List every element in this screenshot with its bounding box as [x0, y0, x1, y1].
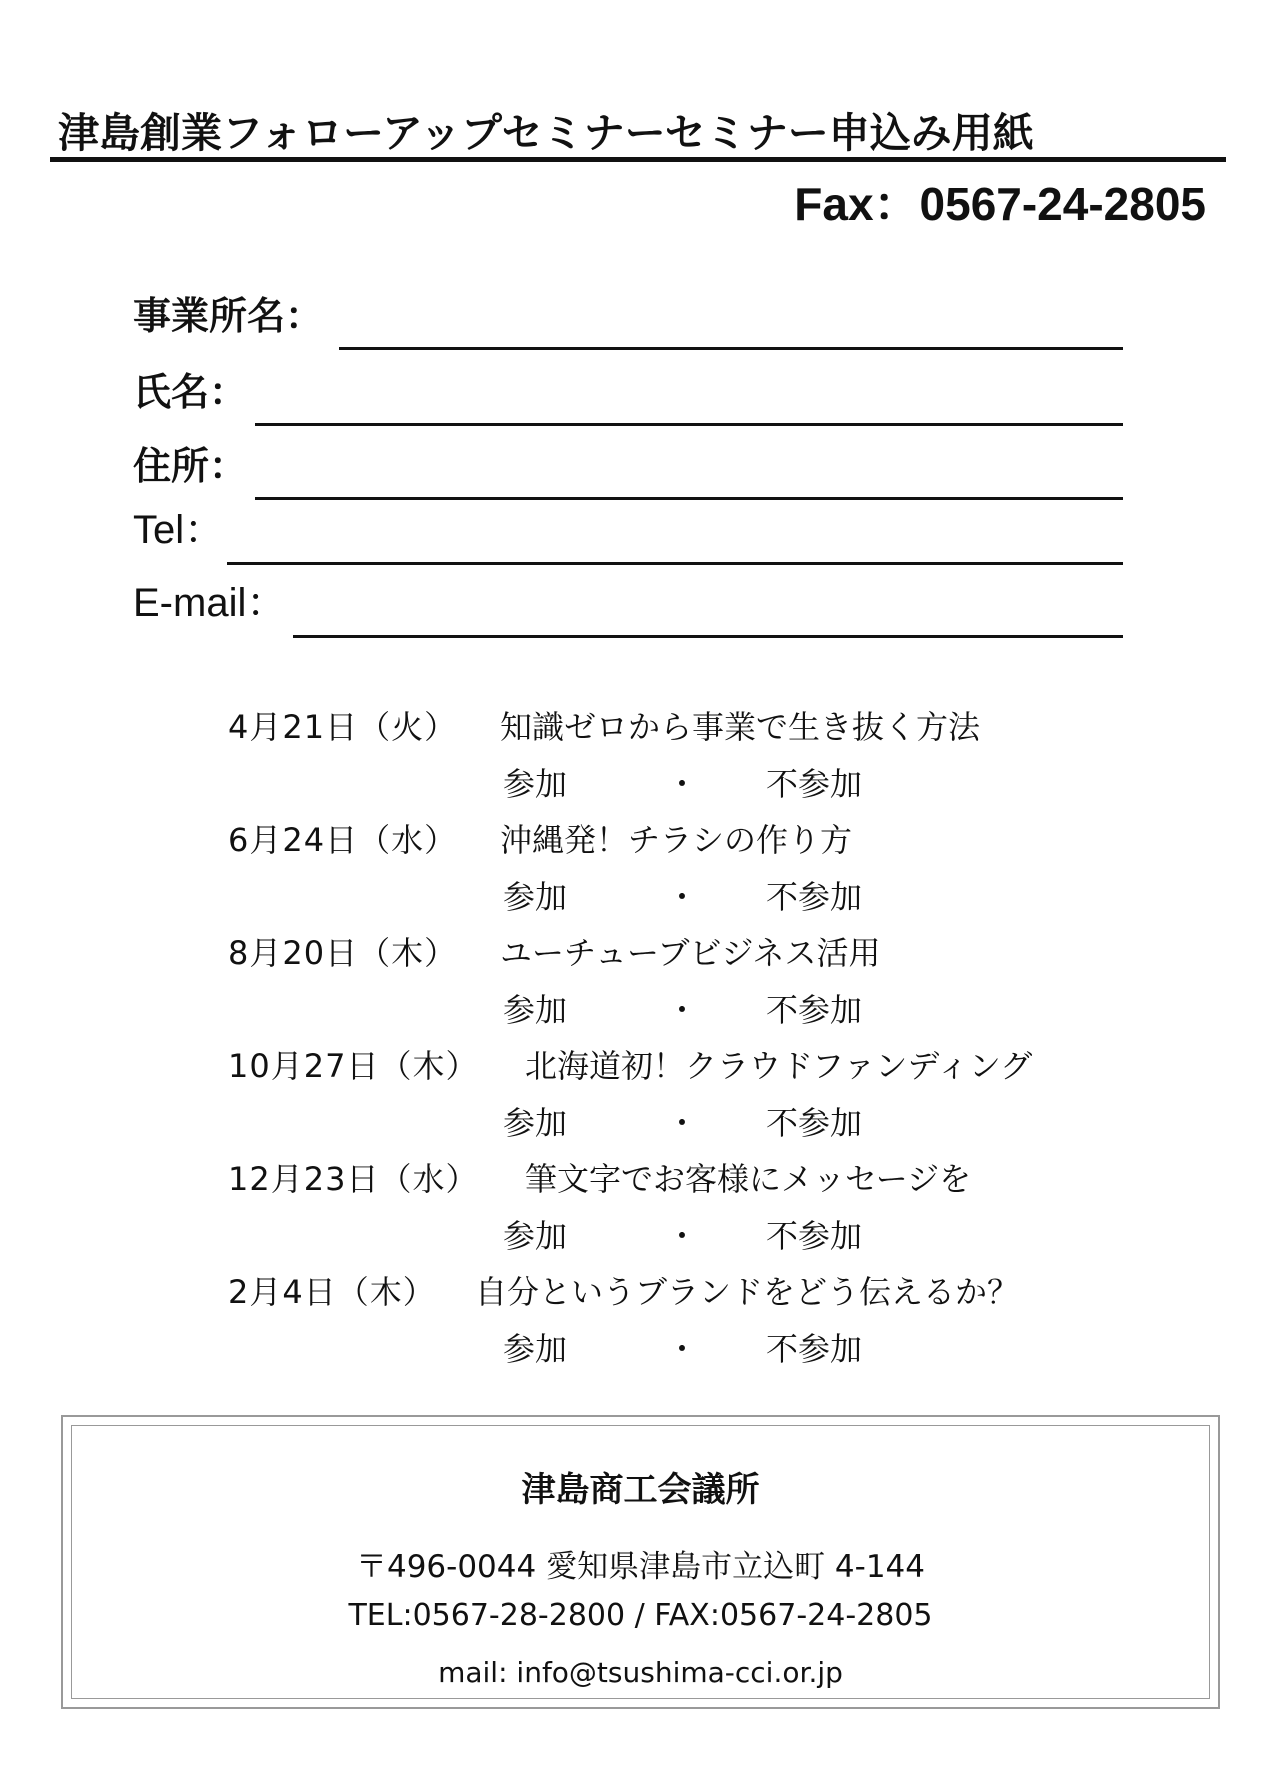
field-input-line[interactable] [293, 635, 1123, 638]
not-attend-option[interactable]: 不参加 [766, 990, 863, 1029]
organization-address: 〒496-0044 愛知県津島市立込町 4-144 [355, 1549, 926, 1585]
seminar-date: 4月21日（火） [228, 708, 458, 746]
attend-option[interactable]: 参加 [503, 1329, 568, 1368]
page-title: 津島創業フォローアップセミナーセミナー申込み用紙 [58, 109, 1034, 157]
field-label: 氏名： [133, 370, 248, 414]
seminar-title: 自分というブランドをどう伝えるか？ [475, 1273, 1020, 1311]
attend-option[interactable]: 参加 [503, 990, 568, 1029]
form-field-tel [133, 505, 1123, 565]
seminar-title: 筆文字でお客様にメッセージを [525, 1160, 972, 1198]
form-field-email [133, 578, 1123, 638]
attend-separator: ・ [666, 1329, 699, 1368]
contact-box [61, 1415, 1220, 1709]
seminar-date: 2月4日（木） [228, 1273, 436, 1311]
fax-number: Fax：0567-24-2805 [794, 178, 1206, 230]
form-field-business-name [133, 290, 1123, 350]
field-input-line[interactable] [339, 347, 1123, 350]
attendance-row [228, 872, 1128, 929]
attend-separator: ・ [666, 990, 699, 1029]
attendance-row [228, 759, 1128, 816]
organization-name: 津島商工会議所 [521, 1470, 760, 1510]
attend-option[interactable]: 参加 [503, 877, 568, 916]
seminar-row [228, 1154, 1128, 1211]
attend-option[interactable]: 参加 [503, 1216, 568, 1255]
not-attend-option[interactable]: 不参加 [766, 877, 863, 916]
seminar-title: ユーチューブビジネス活用 [500, 934, 881, 972]
attend-separator: ・ [666, 1216, 699, 1255]
seminar-list [228, 702, 1128, 1380]
seminar-row [228, 815, 1128, 872]
attend-separator: ・ [666, 764, 699, 803]
seminar-date: 8月20日（木） [228, 934, 458, 972]
attend-separator: ・ [666, 877, 699, 916]
seminar-title: 北海道初！クラウドファンディング [525, 1047, 1033, 1085]
not-attend-option[interactable]: 不参加 [766, 764, 863, 803]
seminar-row [228, 1267, 1128, 1324]
seminar-title: 知識ゼロから事業で生き抜く方法 [500, 708, 981, 746]
seminar-date: 10月27日（木） [228, 1047, 479, 1085]
seminar-title: 沖縄発！チラシの作り方 [500, 821, 853, 859]
field-label: E-mail： [133, 581, 287, 625]
field-input-line[interactable] [227, 562, 1123, 565]
attend-option[interactable]: 参加 [503, 1103, 568, 1142]
not-attend-option[interactable]: 不参加 [766, 1103, 863, 1142]
organization-email[interactable]: mail: info@tsushima-cci.or.jp [438, 1656, 843, 1689]
seminar-row [228, 702, 1128, 759]
field-input-line[interactable] [255, 423, 1123, 426]
field-label: 住所： [133, 444, 248, 488]
form-field-name [133, 366, 1123, 426]
form-field-address [133, 440, 1123, 500]
organization-tel-fax: TEL:0567-28-2800 / FAX:0567-24-2805 [348, 1598, 933, 1633]
seminar-date: 6月24日（水） [228, 821, 458, 859]
attendance-row [228, 985, 1128, 1042]
seminar-row [228, 928, 1128, 985]
attendance-row [228, 1098, 1128, 1155]
attendance-row [228, 1324, 1128, 1381]
attend-separator: ・ [666, 1103, 699, 1142]
not-attend-option[interactable]: 不参加 [766, 1329, 863, 1368]
attendance-row [228, 1211, 1128, 1268]
field-label: 事業所名： [133, 294, 324, 338]
not-attend-option[interactable]: 不参加 [766, 1216, 863, 1255]
attend-option[interactable]: 参加 [503, 764, 568, 803]
contact-box-inner [71, 1425, 1210, 1699]
field-label: Tel： [133, 508, 225, 552]
title-underline [50, 157, 1226, 162]
field-input-line[interactable] [255, 497, 1123, 500]
seminar-row [228, 1041, 1128, 1098]
seminar-date: 12月23日（水） [228, 1160, 479, 1198]
